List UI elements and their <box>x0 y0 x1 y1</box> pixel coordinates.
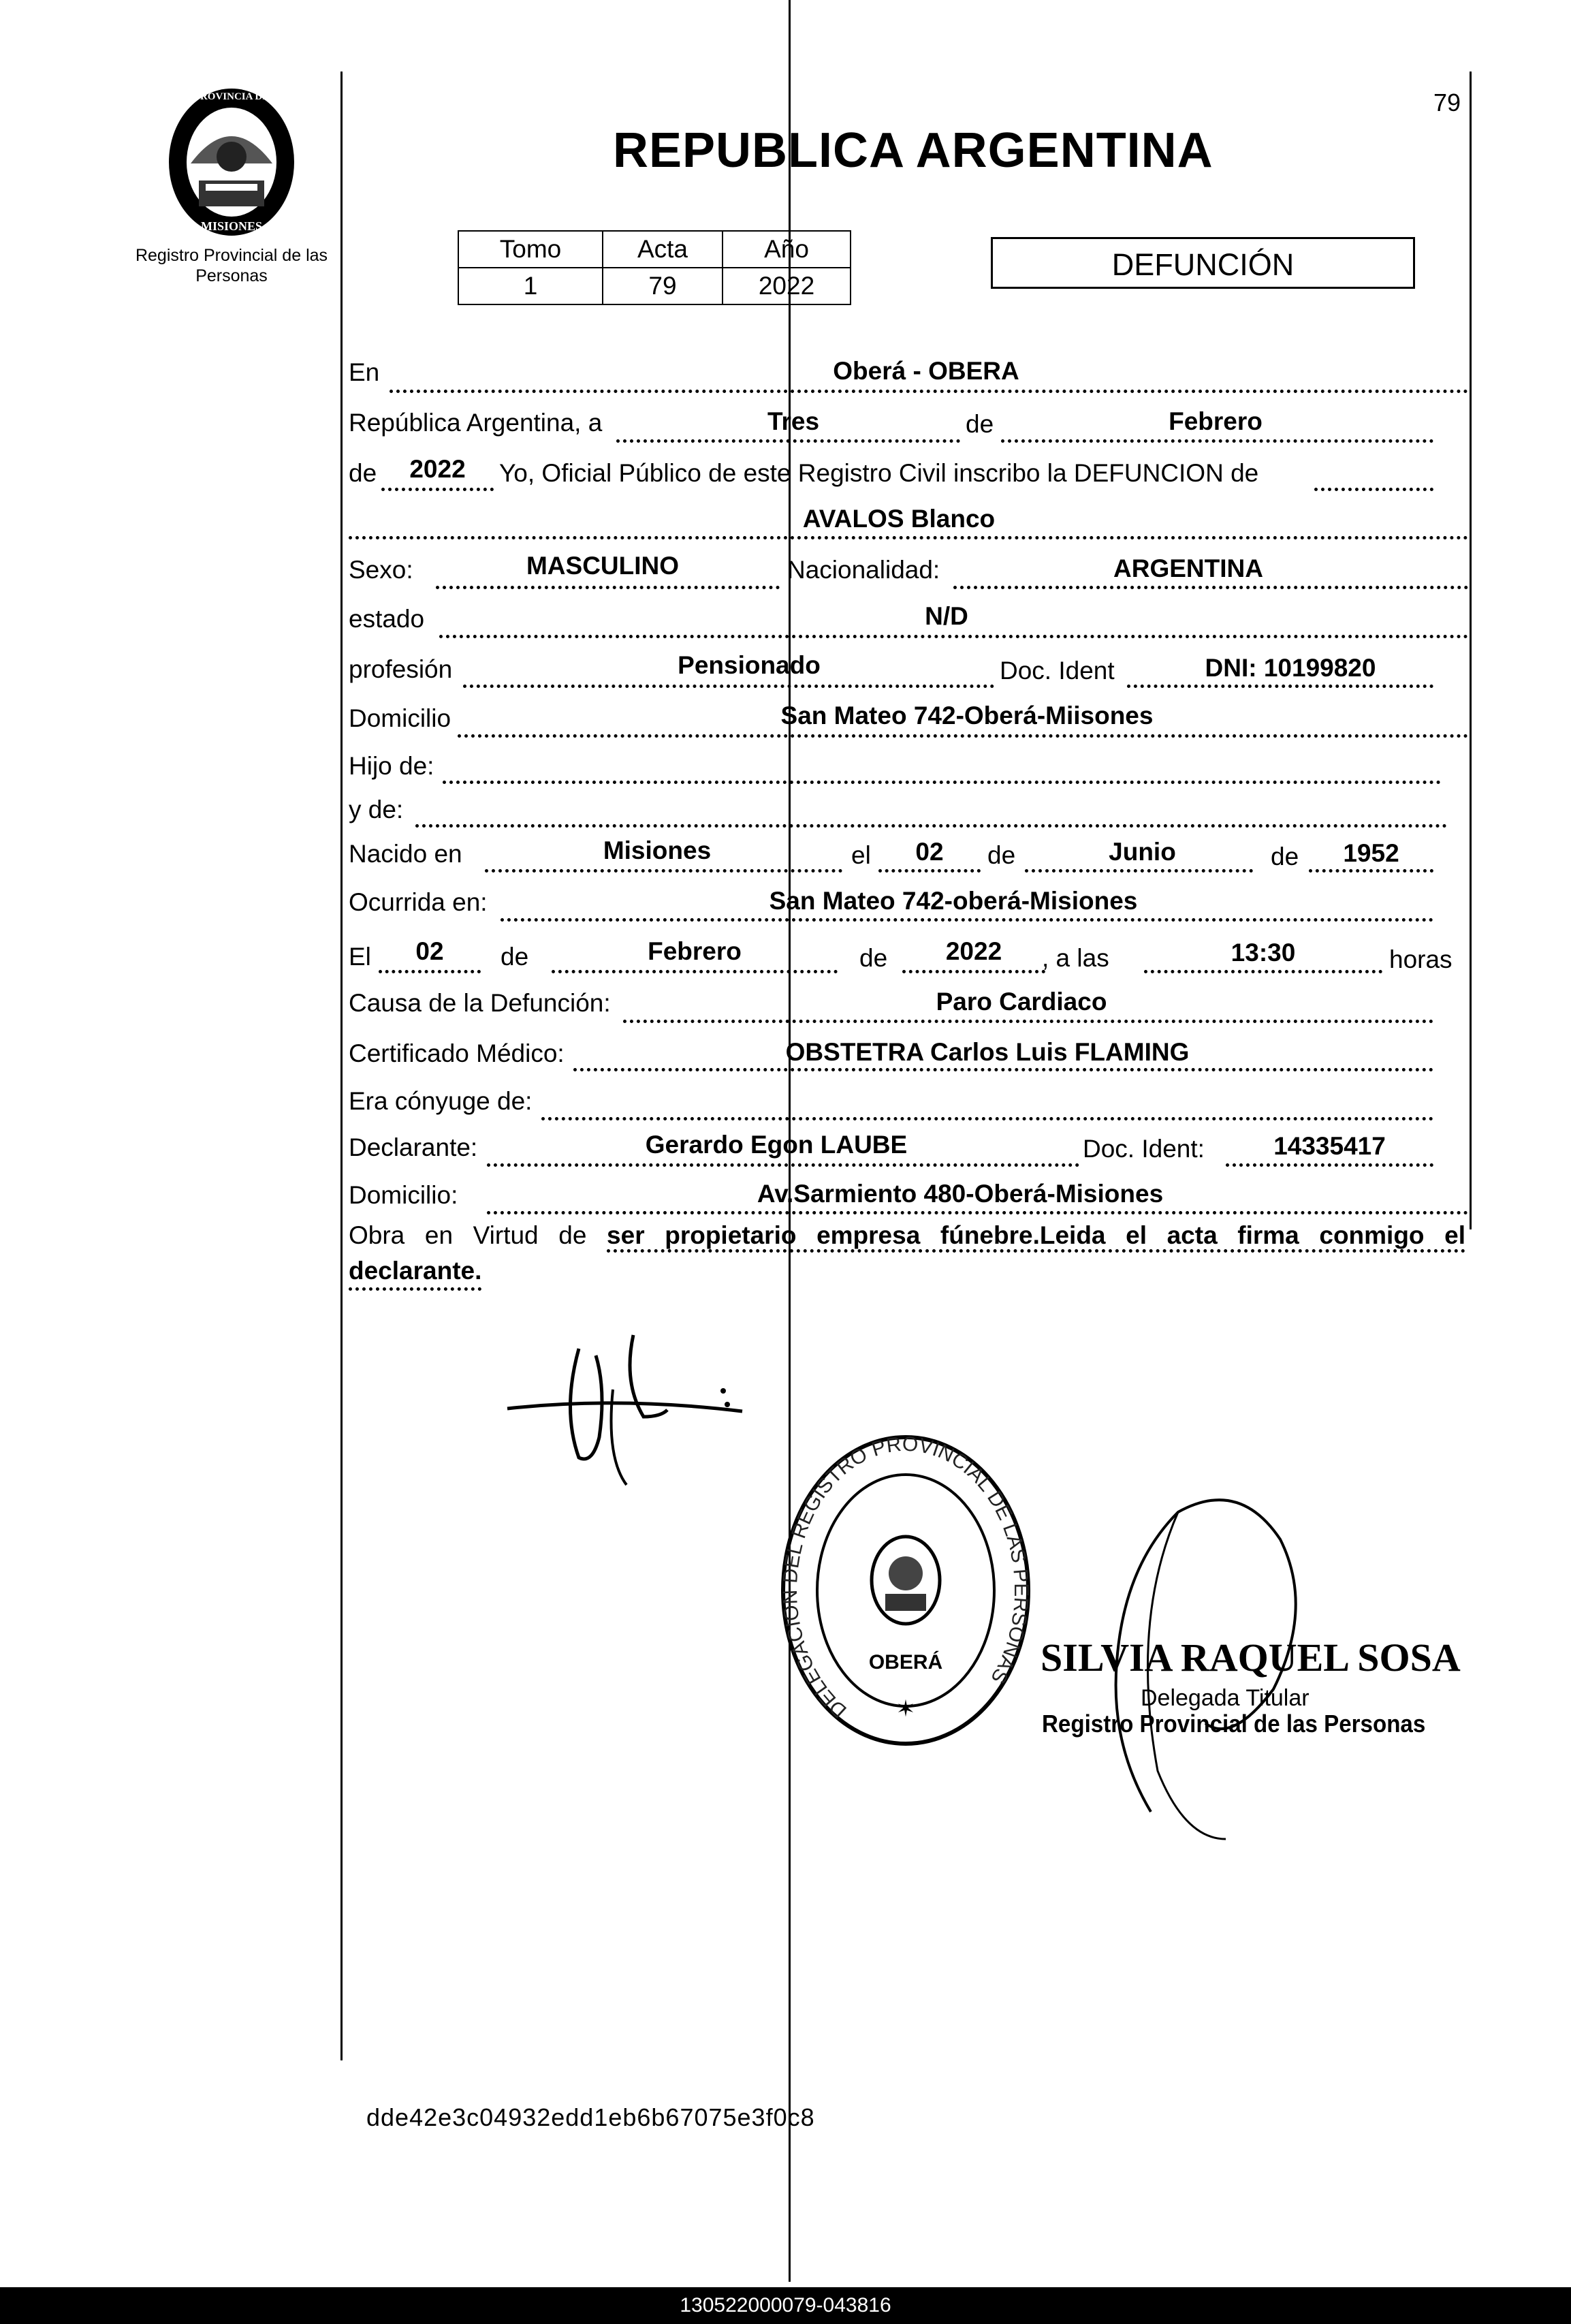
label-causa: Causa de la Defunción: <box>349 989 611 1017</box>
dotted-line <box>878 869 981 873</box>
dotted-line <box>623 1020 1433 1023</box>
value-nombre: AVALOS Blanco <box>802 505 996 533</box>
dotted-line <box>552 970 838 973</box>
document-hash: dde42e3c04932edd1eb6b67075e3f0c8 <box>366 2103 815 2131</box>
label-obra-en-virtud: Obra en Virtud de <box>349 1221 587 1249</box>
value-def-mes: Febrero <box>648 937 742 965</box>
value-def-anio: 2022 <box>945 937 1002 965</box>
label-nacido-en: Nacido en <box>349 840 462 868</box>
label-profesion: profesión <box>349 655 453 683</box>
value-acta: 79 <box>603 268 723 304</box>
label-domicilio: Domicilio <box>349 704 451 732</box>
dotted-line <box>443 781 1441 784</box>
document-title: REPUBLICA ARGENTINA <box>613 123 1213 178</box>
label-republica-a: República Argentina, a <box>349 409 603 437</box>
value-declarante-domicilio: Av.Sarmiento 480-Oberá-Misiones <box>757 1180 1164 1208</box>
dotted-line <box>1127 685 1433 688</box>
value-estado: N/D <box>925 602 968 630</box>
label-estado: estado <box>349 605 425 633</box>
header-acta: Acta <box>603 231 723 268</box>
label-conyuge: Era cónyuge de: <box>349 1087 533 1115</box>
label-ocurrida-en: Ocurrida en: <box>349 888 488 916</box>
signatory-role: Delegada Titular <box>1141 1685 1310 1711</box>
dotted-line <box>541 1117 1433 1120</box>
value-dia-letras: Tres <box>767 407 820 435</box>
value-ocurrida-en: San Mateo 742-oberá-Misiones <box>769 887 1138 915</box>
dotted-line <box>458 734 1468 738</box>
label-a-las: , a las <box>1042 944 1109 972</box>
label-de-nac-mes: de <box>987 841 1016 869</box>
dotted-line <box>501 918 1433 922</box>
svg-text:✶: ✶ <box>895 1695 916 1723</box>
label-domicilio-declarante: Domicilio: <box>349 1181 458 1209</box>
dotted-line <box>485 869 842 873</box>
label-sexo: Sexo: <box>349 556 413 584</box>
label-el: El <box>349 943 371 971</box>
dotted-line <box>487 1163 1079 1167</box>
value-mes: Febrero <box>1169 407 1263 435</box>
value-nacionalidad: ARGENTINA <box>1113 554 1263 582</box>
signatory-institution: Registro Provincial de las Personas <box>1042 1710 1426 1738</box>
label-hijo-de: Hijo de: <box>349 752 434 780</box>
svg-text:DELEGACION DEL REGISTRO PROVIN: DELEGACION DEL REGISTRO PROVINCIAL DE LAS PERSONAS <box>778 1432 1033 1723</box>
dotted-line <box>1309 869 1433 873</box>
value-lugar: Oberá - OBERA <box>833 357 1019 385</box>
official-stamp <box>776 1430 1035 1757</box>
value-def-dia: 02 <box>415 937 444 965</box>
label-de: de <box>966 410 994 438</box>
value-profesion: Pensionado <box>678 651 821 679</box>
label-declarante-doc: Doc. Ident: <box>1083 1135 1205 1163</box>
value-declarante: Gerardo Egon LAUBE <box>645 1131 908 1159</box>
dotted-line <box>487 1211 1468 1214</box>
document-type-box: DEFUNCIÓN <box>991 237 1415 289</box>
value-obra-texto-2: declarante. <box>349 1255 481 1291</box>
value-declarante-doc: 14335417 <box>1273 1132 1386 1160</box>
record-number-table <box>458 230 851 305</box>
value-obra-texto: ser propietario empresa fúnebre.Leida el acta firma conmigo el <box>607 1221 1465 1253</box>
signatory-name: SILVIA RAQUEL SOSA <box>1041 1635 1461 1680</box>
dotted-line <box>436 586 780 589</box>
value-tomo: 1 <box>458 268 603 304</box>
label-y-de: y de: <box>349 796 404 823</box>
svg-text:OBERÁ: OBERÁ <box>868 1651 943 1674</box>
label-declarante: Declarante: <box>349 1133 478 1161</box>
value-doc-ident: DNI: 10199820 <box>1205 654 1376 682</box>
value-anio: 2022 <box>723 268 851 304</box>
value-certificado: OBSTETRA Carlos Luis FLAMING <box>785 1038 1190 1066</box>
label-horas: horas <box>1389 945 1453 973</box>
left-margin-rule <box>340 72 343 2060</box>
value-anio: 2022 <box>409 455 466 483</box>
dotted-line <box>415 824 1447 828</box>
obra-en-virtud-paragraph <box>349 1219 1465 1252</box>
dotted-line <box>1226 1163 1433 1167</box>
label-el-nac: el <box>851 841 871 869</box>
label-de-def-anio: de <box>859 944 888 972</box>
value-sexo: MASCULINO <box>526 552 680 580</box>
dotted-line <box>1001 439 1433 443</box>
svg-text:PROVINCIA DE: PROVINCIA DE <box>193 91 270 102</box>
dotted-line <box>390 390 1468 393</box>
label-de-def-mes: de <box>501 943 529 971</box>
value-nac-mes: Junio <box>1109 838 1176 866</box>
footer-id-bar: 130522000079-043816 <box>0 2287 1571 2324</box>
label-en: En <box>349 358 380 386</box>
province-seal-logo <box>163 82 300 238</box>
header-tomo: Tomo <box>458 231 603 268</box>
registry-caption: Registro Provincial de las Personas <box>135 246 328 285</box>
label-nacionalidad: Nacionalidad: <box>787 556 940 584</box>
dotted-line <box>573 1068 1433 1071</box>
dotted-line <box>1314 488 1433 491</box>
label-yo-oficial: Yo, Oficial Público de este Registro Civil inscribo la DEFUNCION de <box>499 459 1259 487</box>
dotted-line <box>381 488 494 491</box>
dotted-line <box>953 586 1468 589</box>
right-margin-rule <box>1470 72 1472 1229</box>
dotted-line <box>439 635 1468 638</box>
label-certificado: Certificado Médico: <box>349 1039 565 1067</box>
value-nacido-en: Misiones <box>603 836 712 864</box>
value-domicilio: San Mateo 742-Oberá-Miisones <box>780 702 1154 729</box>
dotted-line <box>463 685 994 688</box>
dotted-line <box>616 439 960 443</box>
dotted-line <box>1025 869 1253 873</box>
dotted-line <box>349 536 1468 539</box>
svg-text:MISIONES: MISIONES <box>200 219 263 233</box>
value-nac-dia: 02 <box>915 838 944 866</box>
declarant-signature <box>497 1328 756 1492</box>
page-number: 79 <box>1433 89 1461 116</box>
label-de-anio: de <box>349 459 377 487</box>
dotted-line <box>1144 970 1382 973</box>
value-nac-anio: 1952 <box>1343 839 1399 867</box>
dotted-line <box>379 970 481 973</box>
value-causa: Paro Cardiaco <box>936 988 1107 1016</box>
header-anio: Año <box>723 231 851 268</box>
value-def-hora: 13:30 <box>1231 939 1296 967</box>
dotted-line <box>902 970 1045 973</box>
label-de-nac-anio: de <box>1271 843 1299 870</box>
label-doc-ident: Doc. Ident <box>1000 657 1115 685</box>
